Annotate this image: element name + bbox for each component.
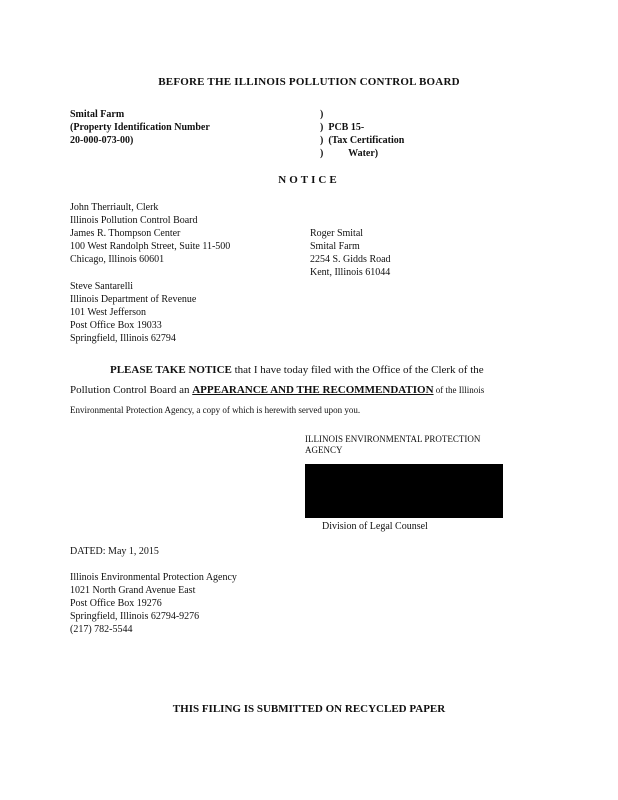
address-line: Roger Smital (310, 228, 364, 239)
notice-lead: PLEASE TAKE NOTICE (110, 364, 232, 376)
caption-docket-line: ) Water) (320, 148, 379, 159)
paragraph-text: that I have today filed with the Office of the Clerk of the (231, 364, 484, 376)
paragraph-text: Pollution Control Board an (70, 384, 193, 396)
address-line: Smital Farm (310, 241, 360, 252)
address-line: (217) 782-5544 (70, 624, 133, 635)
document-heading: BEFORE THE ILLINOIS POLLUTION CONTROL BOARD (158, 76, 460, 88)
paragraph-line (70, 360, 550, 380)
address-line: Kent, Illinois 61044 (310, 267, 391, 278)
clerk-address-block (70, 201, 230, 266)
caption-docket-line: ) (Tax Certification (320, 135, 405, 146)
signature-caption: Division of Legal Counsel (322, 521, 428, 532)
notice-title: NOTICE (278, 174, 340, 186)
paragraph-line (70, 380, 550, 400)
paragraph-text: of the Illinois (433, 385, 485, 395)
redacted-signature (305, 464, 503, 518)
caption-docket-line: ) PCB 15- (320, 122, 365, 133)
agency-signature-block (305, 434, 480, 456)
address-line: Post Office Box 19033 (70, 320, 162, 331)
iepa-address-block (70, 571, 237, 636)
caption-party-line: 20-000-073-00) (70, 135, 134, 146)
address-line: 2254 S. Gidds Road (310, 254, 391, 265)
party-address-block (310, 227, 391, 279)
filed-document-title: APPEARANCE AND THE RECOMMENDATION (192, 384, 434, 396)
address-line: Post Office Box 19276 (70, 598, 162, 609)
address-line: Chicago, Illinois 60601 (70, 254, 165, 265)
recycled-paper-footer: THIS FILING IS SUBMITTED ON RECYCLED PAPER (172, 703, 446, 715)
address-line: Springfield, Illinois 62794-9276 (70, 611, 200, 622)
address-line: 101 West Jefferson (70, 307, 147, 318)
paragraph-line: Environmental Protection Agency, a copy of which is herewith served upon you. (70, 405, 361, 415)
address-line: James R. Thompson Center (70, 228, 181, 239)
address-line: Springfield, Illinois 62794 (70, 333, 176, 344)
agency-name-line: AGENCY (305, 445, 343, 455)
caption-docket-line: ) (320, 109, 324, 120)
case-caption-party (70, 108, 210, 147)
caption-party-line: Smital Farm (70, 109, 125, 120)
caption-party-line: (Property Identification Number (70, 122, 210, 133)
dated-line: DATED: May 1, 2015 (70, 546, 159, 557)
address-line: John Therriault, Clerk (70, 202, 159, 213)
address-line: 1021 North Grand Avenue East (70, 585, 196, 596)
address-line: Steve Santarelli (70, 281, 134, 292)
address-line: Illinois Pollution Control Board (70, 215, 198, 226)
address-line: Illinois Environmental Protection Agency (70, 572, 237, 583)
address-line: Illinois Department of Revenue (70, 294, 197, 305)
agency-name-line: ILLINOIS ENVIRONMENTAL PROTECTION (305, 434, 481, 444)
notice-paragraph (70, 360, 550, 420)
case-caption-docket (320, 108, 404, 160)
revenue-address-block (70, 280, 196, 345)
address-line: 100 West Randolph Street, Suite 11-500 (70, 241, 231, 252)
